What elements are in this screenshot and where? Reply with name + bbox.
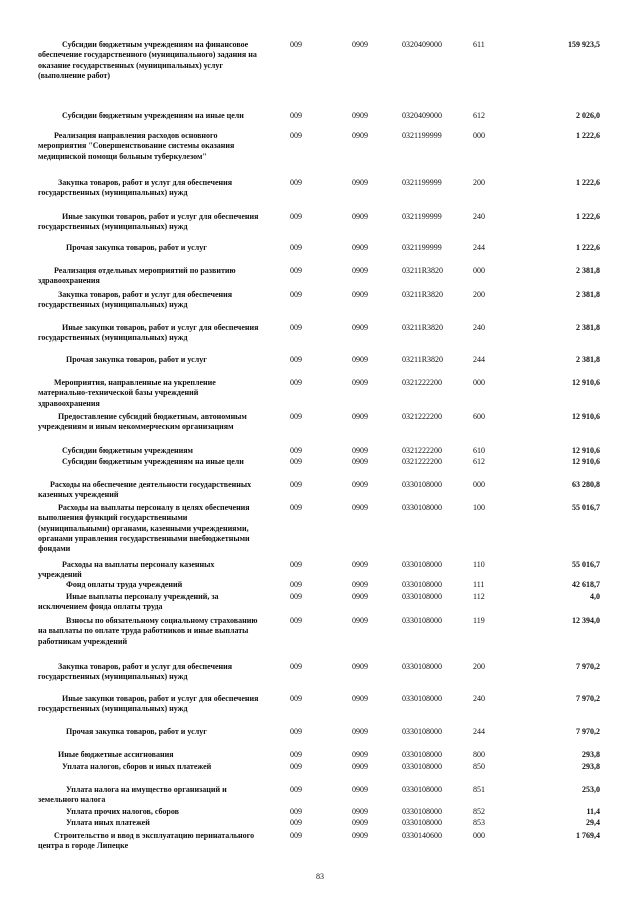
row-target-article: 0330108000 [402,762,442,771]
row-target-article: 0330140600 [402,831,442,840]
row-expense-type: 850 [473,762,485,771]
row-razdel: 0909 [352,560,368,569]
row-expense-type: 853 [473,818,485,827]
row-target-article: 0330108000 [402,750,442,759]
row-expense-type: 000 [473,480,485,489]
row-sum: 1 769,4 [576,831,600,840]
row-sum: 4,0 [590,592,600,601]
row-expense-type: 119 [473,616,485,625]
row-razdel: 0909 [352,503,368,512]
row-name: Закупка товаров, работ и услуг для обеспечения государственных (муниципальных) нужд [38,290,235,310]
row-vedomstvo: 009 [290,662,302,671]
row-vedomstvo: 009 [290,290,302,299]
row-name: Мероприятия, направленные на укрепление материально-технической базы учреждений здравоохранения [38,378,218,408]
row-name: Взносы по обязательному социальному страхованию на выплаты по оплате труда работников и иные выплаты работникам учреждений [38,616,260,646]
row-vedomstvo: 009 [290,818,302,827]
row-sum: 1 222,6 [576,212,600,221]
row-name: Иные бюджетные ассигнования [38,750,174,759]
row-sum: 2 381,8 [576,266,600,275]
row-target-article: 03211R3820 [402,290,444,299]
row-target-article: 0330108000 [402,818,442,827]
row-expense-type: 600 [473,412,485,421]
row-sum: 29,4 [586,818,600,827]
row-razdel: 0909 [352,412,368,421]
row-razdel: 0909 [352,785,368,794]
row-sum: 63 280,8 [572,480,600,489]
row-sum: 253,0 [582,785,600,794]
row-razdel: 0909 [352,446,368,455]
row-name: Предоставление субсидий бюджетным, автономным учреждениям и иным некоммерческим организациям [38,412,249,432]
row-target-article: 0330108000 [402,560,442,569]
row-sum: 2 381,8 [576,355,600,364]
row-vedomstvo: 009 [290,831,302,840]
row-name: Уплата налога на имущество организаций и земельного налога [38,785,229,805]
row-name: Расходы на обеспечение деятельности государственных казенных учреждений [38,480,254,500]
row-expense-type: 200 [473,178,485,187]
row-razdel: 0909 [352,662,368,671]
row-target-article: 0330108000 [402,580,442,589]
row-sum: 2 381,8 [576,290,600,299]
row-expense-type: 200 [473,662,485,671]
row-vedomstvo: 009 [290,807,302,816]
row-sum: 7 970,2 [576,727,600,736]
row-sum: 293,8 [582,750,600,759]
row-razdel: 0909 [352,592,368,601]
row-expense-type: 612 [473,457,485,466]
row-sum: 7 970,2 [576,694,600,703]
row-razdel: 0909 [352,580,368,589]
row-name: Прочая закупка товаров, работ и услуг [38,727,207,736]
row-expense-type: 200 [473,290,485,299]
row-razdel: 0909 [352,818,368,827]
row-sum: 293,8 [582,762,600,771]
row-expense-type: 240 [473,694,485,703]
row-vedomstvo: 009 [290,785,302,794]
row-sum: 12 910,6 [572,412,600,421]
row-name: Прочая закупка товаров, работ и услуг [38,243,207,252]
row-expense-type: 000 [473,831,485,840]
row-expense-type: 100 [473,503,485,512]
row-target-article: 0321199999 [402,212,442,221]
row-sum: 1 222,6 [576,131,600,140]
row-target-article: 03211R3820 [402,323,444,332]
row-sum: 159 923,5 [568,40,600,49]
row-razdel: 0909 [352,831,368,840]
row-target-article: 0321199999 [402,243,442,252]
row-name: Субсидии бюджетным учреждениям на иные цели [38,457,244,466]
row-name: Фонд оплаты труда учреждений [38,580,183,589]
row-vedomstvo: 009 [290,762,302,771]
row-vedomstvo: 009 [290,111,302,120]
row-sum: 55 016,7 [572,503,600,512]
row-expense-type: 800 [473,750,485,759]
row-expense-type: 000 [473,131,485,140]
row-vedomstvo: 009 [290,323,302,332]
row-name: Расходы на выплаты персоналу казенных учреждений [38,560,217,580]
row-razdel: 0909 [352,480,368,489]
row-name: Реализация направления расходов основного мероприятия "Совершенствование системы оказания медицинской помощи больным туберкулезом" [38,131,237,161]
row-razdel: 0909 [352,290,368,299]
row-expense-type: 612 [473,111,485,120]
row-target-article: 0330108000 [402,480,442,489]
row-name: Субсидии бюджетным учреждениям [38,446,193,455]
row-vedomstvo: 009 [290,592,302,601]
row-target-article: 0330108000 [402,727,442,736]
row-name: Прочая закупка товаров, работ и услуг [38,355,207,364]
row-razdel: 0909 [352,750,368,759]
row-vedomstvo: 009 [290,378,302,387]
row-expense-type: 110 [473,560,485,569]
row-expense-type: 851 [473,785,485,794]
row-name: Субсидии бюджетным учреждениям на финансовое обеспечение государственного (муниципального) задания на оказание государственных (муниципальных) услуг (выполнение работ) [38,40,259,80]
row-vedomstvo: 009 [290,355,302,364]
row-sum: 1 222,6 [576,178,600,187]
row-expense-type: 240 [473,323,485,332]
row-name: Иные закупки товаров, работ и услуг для обеспечения государственных (муниципальных) нужд [38,212,261,232]
row-razdel: 0909 [352,40,368,49]
row-target-article: 0320409000 [402,40,442,49]
row-expense-type: 852 [473,807,485,816]
row-target-article: 03211R3820 [402,355,444,364]
row-name: Реализация отдельных мероприятий по развитию здравоохранения [38,266,238,286]
row-target-article: 0321222200 [402,378,442,387]
row-expense-type: 112 [473,592,485,601]
row-razdel: 0909 [352,378,368,387]
row-razdel: 0909 [352,616,368,625]
row-expense-type: 610 [473,446,485,455]
row-name: Субсидии бюджетным учреждениям на иные цели [38,111,244,120]
row-sum: 12 910,6 [572,457,600,466]
row-target-article: 0330108000 [402,807,442,816]
row-vedomstvo: 009 [290,178,302,187]
row-vedomstvo: 009 [290,616,302,625]
row-vedomstvo: 009 [290,412,302,421]
row-target-article: 0330108000 [402,694,442,703]
row-sum: 55 016,7 [572,560,600,569]
row-vedomstvo: 009 [290,750,302,759]
row-razdel: 0909 [352,178,368,187]
row-expense-type: 000 [473,378,485,387]
row-razdel: 0909 [352,212,368,221]
row-vedomstvo: 009 [290,503,302,512]
row-target-article: 0330108000 [402,592,442,601]
row-razdel: 0909 [352,762,368,771]
row-target-article: 0330108000 [402,503,442,512]
row-expense-type: 111 [473,580,485,589]
row-name: Строительство и ввод в эксплуатацию перинатального центра в городе Липецке [38,831,257,851]
row-sum: 7 970,2 [576,662,600,671]
row-razdel: 0909 [352,694,368,703]
row-expense-type: 240 [473,212,485,221]
row-target-article: 03211R3820 [402,266,444,275]
row-vedomstvo: 009 [290,212,302,221]
row-sum: 12 910,6 [572,378,600,387]
row-vedomstvo: 009 [290,131,302,140]
row-name: Уплата иных платежей [38,818,150,827]
row-sum: 12 394,0 [572,616,600,625]
row-sum: 2 026,0 [576,111,600,120]
row-vedomstvo: 009 [290,40,302,49]
row-expense-type: 244 [473,727,485,736]
row-vedomstvo: 009 [290,266,302,275]
row-vedomstvo: 009 [290,694,302,703]
row-target-article: 0320409000 [402,111,442,120]
row-target-article: 0321222200 [402,412,442,421]
row-name: Расходы на выплаты персоналу в целях обеспечения выполнения функций государственными (муниципальными) органами, казенными учреждениями, органами управления государственными внебюджетными фондами [38,503,252,554]
row-name: Уплата прочих налогов, сборов [38,807,179,816]
row-target-article: 0321199999 [402,131,442,140]
page-number: 83 [316,872,324,881]
row-name: Иные закупки товаров, работ и услуг для обеспечения государственных (муниципальных) нужд [38,323,261,343]
row-name: Иные выплаты персоналу учреждений, за исключением фонда оплаты труда [38,592,221,612]
row-target-article: 0330108000 [402,785,442,794]
row-expense-type: 000 [473,266,485,275]
row-target-article: 0321222200 [402,457,442,466]
row-sum: 11,4 [586,807,600,816]
row-target-article: 0321222200 [402,446,442,455]
row-razdel: 0909 [352,727,368,736]
row-vedomstvo: 009 [290,580,302,589]
row-sum: 1 222,6 [576,243,600,252]
row-target-article: 0330108000 [402,616,442,625]
row-razdel: 0909 [352,243,368,252]
row-name: Закупка товаров, работ и услуг для обеспечения государственных (муниципальных) нужд [38,178,235,198]
row-razdel: 0909 [352,111,368,120]
row-target-article: 0321199999 [402,178,442,187]
row-sum: 12 910,6 [572,446,600,455]
row-vedomstvo: 009 [290,480,302,489]
row-vedomstvo: 009 [290,243,302,252]
row-razdel: 0909 [352,457,368,466]
row-expense-type: 244 [473,355,485,364]
row-expense-type: 244 [473,243,485,252]
row-name: Иные закупки товаров, работ и услуг для обеспечения государственных (муниципальных) нужд [38,694,261,714]
row-target-article: 0330108000 [402,662,442,671]
row-vedomstvo: 009 [290,560,302,569]
row-razdel: 0909 [352,323,368,332]
row-vedomstvo: 009 [290,727,302,736]
row-vedomstvo: 009 [290,457,302,466]
row-razdel: 0909 [352,131,368,140]
row-razdel: 0909 [352,807,368,816]
row-sum: 2 381,8 [576,323,600,332]
row-name: Закупка товаров, работ и услуг для обеспечения государственных (муниципальных) нужд [38,662,235,682]
row-vedomstvo: 009 [290,446,302,455]
row-razdel: 0909 [352,266,368,275]
row-name: Уплата налогов, сборов и иных платежей [38,762,212,771]
row-razdel: 0909 [352,355,368,364]
row-expense-type: 611 [473,40,485,49]
row-sum: 42 618,7 [572,580,600,589]
